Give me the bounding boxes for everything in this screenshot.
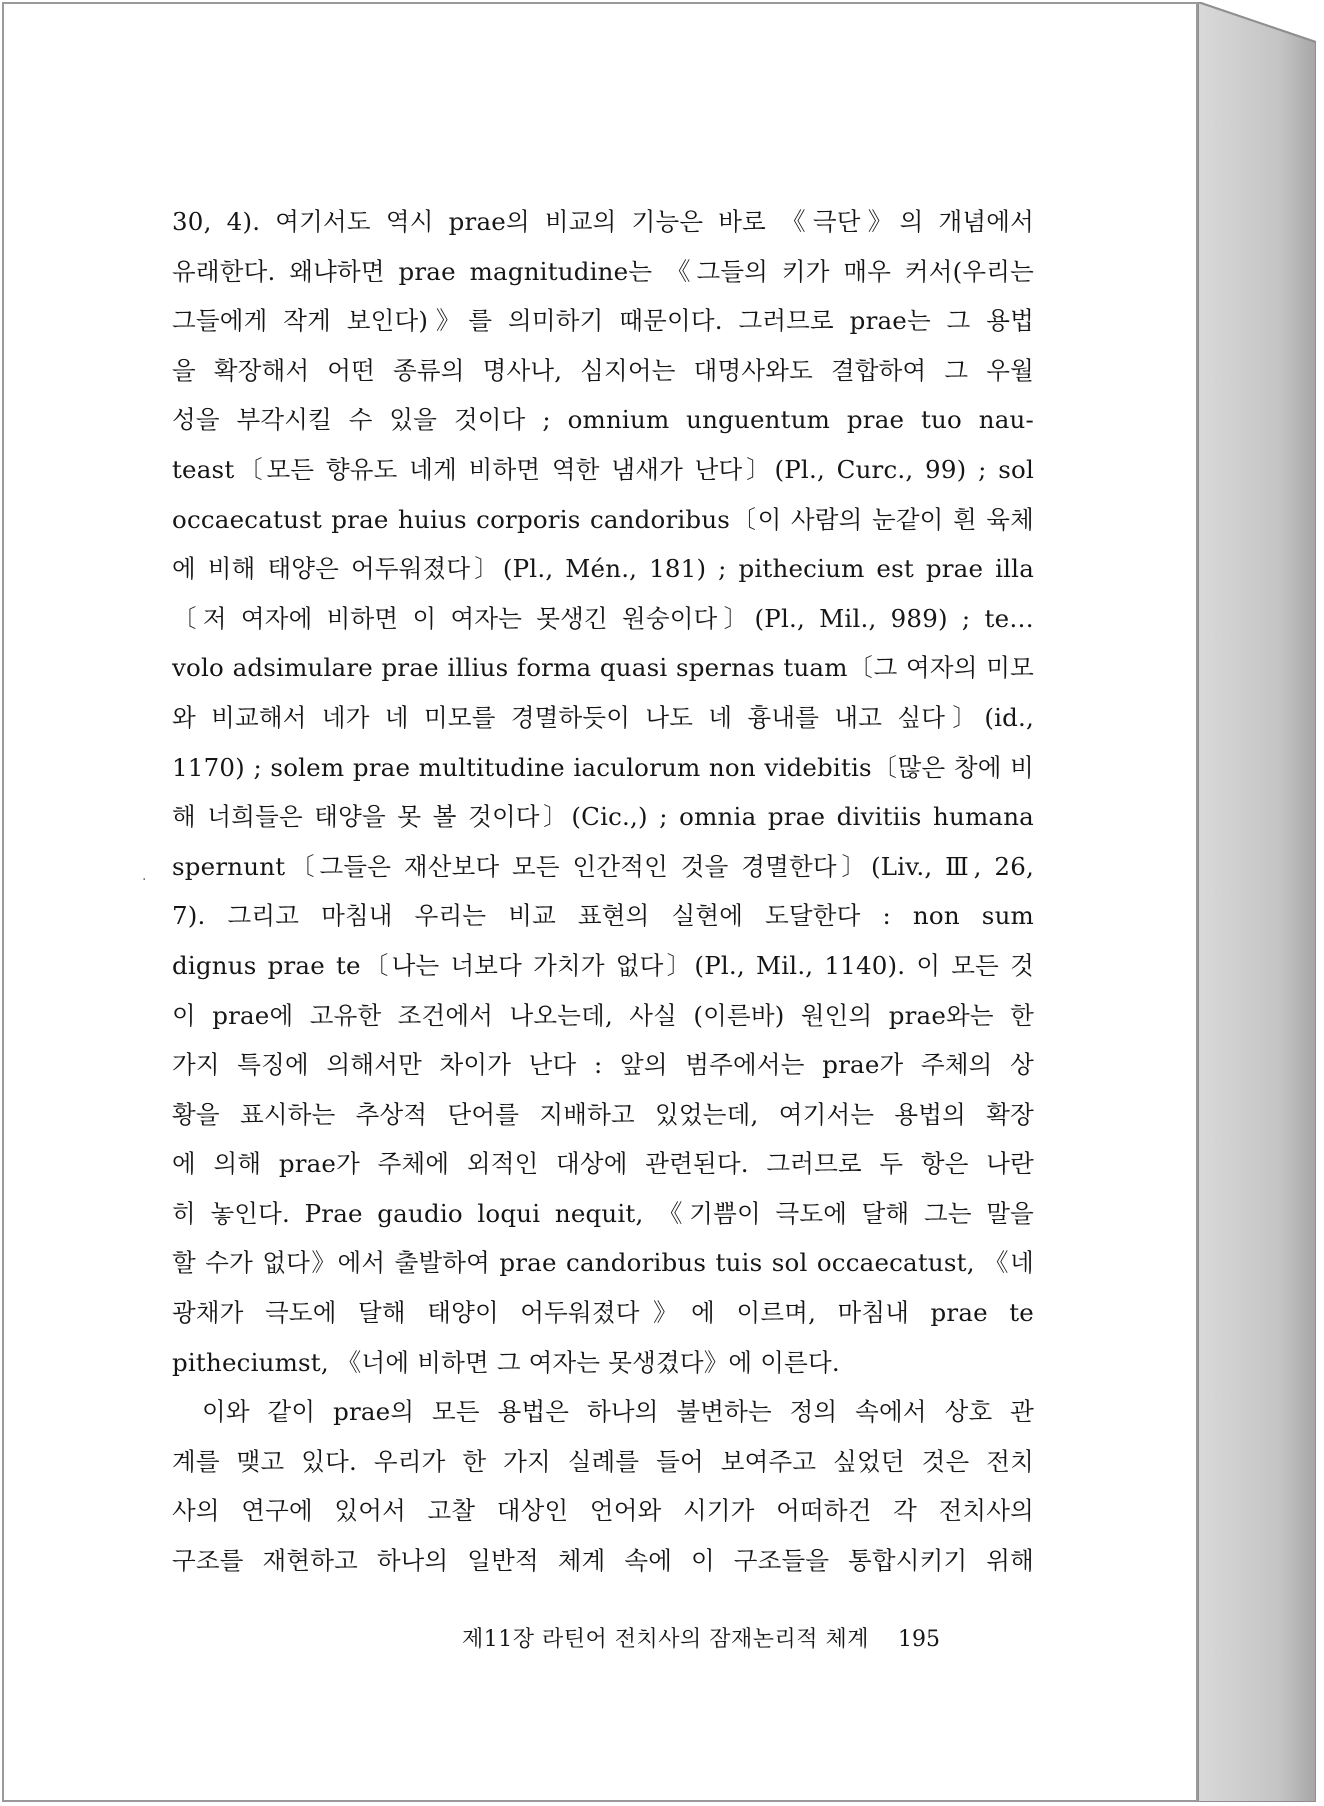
text-line: 와 비교해서 네가 네 미모를 경멸하듯이 나도 네 흉내를 내고 싶다〕(id., xyxy=(172,702,1034,732)
text-line: 가지 특징에 의해서만 차이가 난다 : 앞의 범주에서는 prae가 주체의 상 xyxy=(172,1050,1034,1080)
text-line: 7). 그리고 마침내 우리는 비교 표현의 실현에 도달한다 : non sum xyxy=(172,901,1034,931)
text-line: 황을 표시하는 추상적 단어를 지배하고 있었는데, 여기서는 용법의 확장 xyxy=(172,1099,1034,1129)
text-line: 할 수가 없다》에서 출발하여 prae candoribus tuis sol occaecatust, 《네 xyxy=(172,1248,1034,1278)
text-line: 이 prae에 고유한 조건에서 나오는데, 사실 (이른바) 원인의 prae와는 한 xyxy=(172,1000,1034,1030)
running-footer xyxy=(462,1622,940,1653)
text-line: 그들에게 작게 보인다)》를 의미하기 때문이다. 그러므로 prae는 그 용법 xyxy=(172,306,1034,336)
margin-mark: · xyxy=(142,872,147,888)
body-text xyxy=(172,197,1034,1586)
text-line: 계를 맺고 있다. 우리가 한 가지 실례를 들어 보여주고 싶었던 것은 전치 xyxy=(172,1446,1034,1476)
text-line: 구조를 재현하고 하나의 일반적 체계 속에 이 구조들을 통합시키기 위해 xyxy=(172,1546,1034,1576)
text-line: 광채가 극도에 달해 태양이 어두워졌다》에 이르며, 마침내 prae te xyxy=(172,1298,1034,1328)
text-line-paragraph-end: pitheciumst, 《너에 비하면 그 여자는 못생겼다》에 이른다. xyxy=(172,1347,840,1377)
page-number: 195 xyxy=(898,1627,940,1652)
book-page xyxy=(2,2,1198,1802)
text-line: spernunt〔그들은 재산보다 모든 인간적인 것을 경멸한다〕(Liv., Ⅲ, 26, xyxy=(172,851,1034,881)
spine-top-bevel xyxy=(1198,2,1316,1802)
text-line: 에 의해 prae가 주체에 외적인 대상에 관련된다. 그러므로 두 항은 나란 xyxy=(172,1149,1034,1179)
text-line: volo adsimulare prae illius forma quasi spernas tuam〔그 여자의 미모 xyxy=(172,653,1034,683)
text-line: teast〔모든 향유도 네게 비하면 역한 냄새가 난다〕(Pl., Curc., 99) ; sol xyxy=(172,454,1034,484)
text-line: 성을 부각시킬 수 있을 것이다 ; omnium unguentum prae tuo nau- xyxy=(172,405,1034,435)
text-line: 에 비해 태양은 어두워졌다〕(Pl., Mén., 181) ; pithecium est prae illa xyxy=(172,554,1034,584)
text-line: 1170) ; solem prae multitudine iaculorum non videbitis〔많은 창에 비 xyxy=(172,752,1034,782)
text-line: 〔저 여자에 비하면 이 여자는 못생긴 원숭이다〕(Pl., Mil., 989) ; te… xyxy=(172,603,1034,633)
chapter-title: 제11장 라틴어 전치사의 잠재논리적 체계 xyxy=(462,1627,869,1652)
text-line: 을 확장해서 어떤 종류의 명사나, 심지어는 대명사와도 결합하여 그 우월 xyxy=(172,355,1034,385)
text-line: occaecatust prae huius corporis candoribus〔이 사람의 눈같이 흰 육체 xyxy=(172,504,1034,534)
text-line: 유래한다. 왜냐하면 prae magnitudine는 《그들의 키가 매우 커서(우리는 xyxy=(172,256,1034,286)
text-line: 해 너희들은 태양을 못 볼 것이다〕(Cic.,) ; omnia prae divitiis humana xyxy=(172,802,1034,832)
text-line: dignus prae te〔나는 너보다 가치가 없다〕(Pl., Mil., 1140). 이 모든 것 xyxy=(172,950,1034,980)
text-line: 히 놓인다. Prae gaudio loqui nequit, 《기쁨이 극도에 달해 그는 말을 xyxy=(172,1198,1034,1228)
text-line: 사의 연구에 있어서 고찰 대상인 언어와 시기가 어떠하건 각 전치사의 xyxy=(172,1496,1034,1526)
book-spine-edge xyxy=(1198,2,1316,1802)
text-line: 30, 4). 여기서도 역시 prae의 비교의 기능은 바로 《극단》의 개념에서 xyxy=(172,207,1034,236)
text-line-paragraph-start: 이와 같이 prae의 모든 용법은 하나의 불변하는 정의 속에서 상호 관 xyxy=(202,1397,1034,1427)
